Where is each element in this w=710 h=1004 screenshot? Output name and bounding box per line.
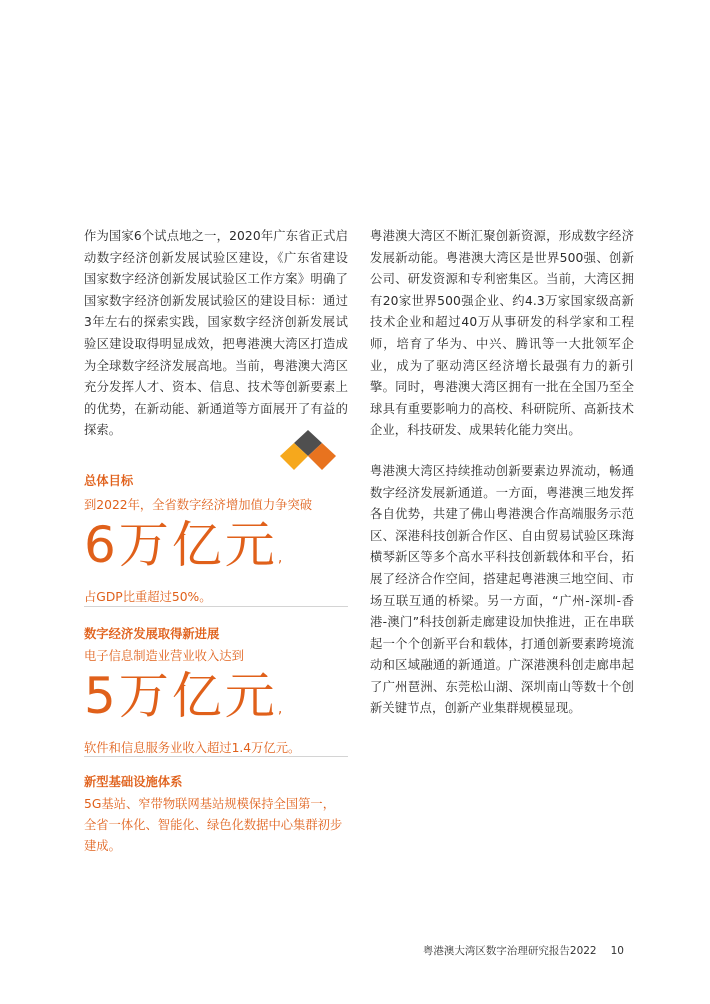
right-column	[370, 226, 634, 720]
highlight-text: 全省一体化、智能化、绿色化数据中心集群初步	[84, 818, 343, 832]
innovation-resources-paragraph: 粤港澳大湾区不断汇聚创新资源，形成数字经济发展新动能。粤港澳大湾区是世界500强、创新公司、研发资源和专利密集区。当前，大湾区拥有20家世界500强企业、约4.3万家国家级高新技术企业和超过40万从事研发的科学家和工程师，培育了华为、中兴、腾讯等一大批领军企业，成为了驱动湾区经济增长最强有力的新引擎。同时，粤港澳大湾区拥有一批在全国乃至全球具有重要影响力的高校、科研院所、高新技术企业，科技研发、成果转化能力突出。	[370, 229, 634, 438]
intro-paragraph: 作为国家6个试点地之一，2020年广东省正式启动数字经济创新发展试验区建设，《广东省建设国家数字经济创新发展试验区工作方案》明确了国家数字经济创新发展试验区的建设目标：通过3年左右的探索实践，国家数字经济创新发展试验区建设取得明显成效，把粤港澳大湾区打造成为全球数字经济发展高地。当前，粤港澳大湾区充分发挥人才、资本、信息、技术等创新要素上的优势，在新动能、新通道等方面展开了有益的探索。	[84, 229, 348, 438]
highlight-title: 总体目标	[84, 474, 134, 488]
highlight-title: 数字经济发展取得新进展	[84, 627, 220, 641]
page-number: 10	[610, 945, 624, 957]
divider	[84, 606, 348, 607]
highlight-title: 新型基础设施体系	[84, 775, 183, 789]
innovation-flow-paragraph: 粤港澳大湾区持续推动创新要素边界流动，畅通数字经济发展新通道。一方面，粤港澳三地发挥各自优势，共建了佛山粤港澳合作高端服务示范区、深港科技创新合作区、自由贸易试验区珠海横琴新区等多个高水平科技创新载体和平台，拓展了经济合作空间，搭建起粤港澳三地空间、市场互联互通的桥梁。另一方面，“广州-深圳-香港-澳门”科技创新走廊建设加快推进，正在串联起一个个创新平台和载体，打通创新要素跨境流动和区域融通的新通道。广深港澳科创走廊串起了广州琶洲、东莞松山湖、深圳南山等数十个创新关键节点，创新产业集群规模显现。	[370, 463, 634, 716]
big-number-value: 6万亿元	[84, 516, 278, 574]
highlight-text: 到2022年，全省数字经济增加值力争突破	[84, 498, 313, 512]
highlight-text: 5G基站、窄带物联网基站规模保持全国第一，	[84, 797, 335, 811]
highlight-subtext: 软件和信息服务业收入超过1.4万亿元。	[84, 741, 301, 755]
report-title: 粤港澳大湾区数字治理研究报告2022	[422, 945, 597, 957]
highlight-digital-progress	[84, 624, 354, 759]
page-footer	[423, 943, 624, 958]
highlight-infrastructure	[84, 772, 354, 857]
divider	[84, 756, 348, 757]
big-number-value: 5万亿元	[84, 667, 278, 725]
highlight-subtext: 占GDP比重超过50%。	[84, 590, 212, 604]
highlight-overall-goal	[84, 471, 354, 608]
big-number-suffix: ,	[277, 701, 283, 717]
highlight-text: 建成。	[84, 839, 121, 853]
highlight-text: 电子信息制造业营业收入达到	[84, 649, 244, 663]
highlight-big-number	[84, 667, 354, 738]
big-number-suffix: ,	[277, 550, 283, 566]
highlight-big-number	[84, 516, 354, 587]
pwc-tiles-icon	[277, 428, 339, 472]
left-column	[84, 226, 348, 442]
